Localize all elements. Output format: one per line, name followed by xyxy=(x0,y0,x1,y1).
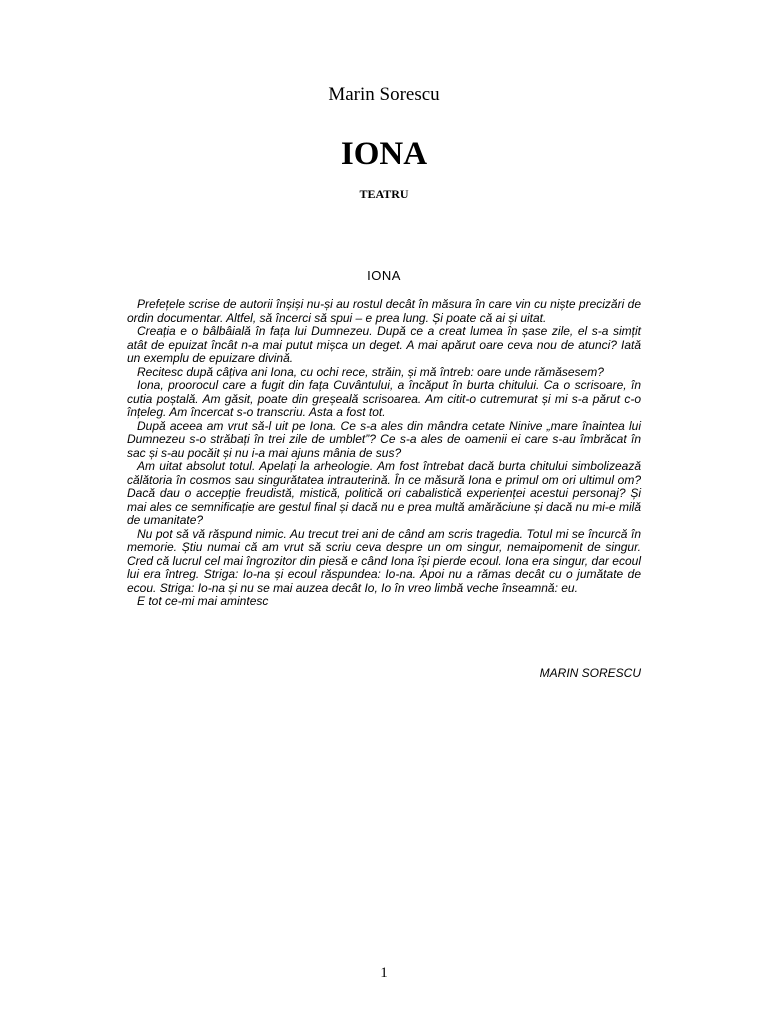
preface-paragraph: Am uitat absolut totul. Apelați la arheologie. Am fost întrebat dacă burta chitului simbolizează călătoria în cosmos sau singurătatea intrauterină. În ce măsură Iona e primul om ori ultimul om? Dacă dau o accepție freudistă, mistică, politică ori cabalistică experienței acestui personaj? Și mai ales ce semnificație are gestul final și dacă nu e prea multă amărăciune și dacă nu mi-e milă de umanitate? xyxy=(127,459,641,527)
preface-paragraph: E tot ce-mi mai amintesc xyxy=(137,594,269,608)
preface-paragraph: Prefețele scrise de autorii înșiși nu-și au rostul decât în măsura în care vin cu niște precizări de ordin documentar. Altfel, să încerci să spui – e prea lung. Și poate că ai și uitat. xyxy=(127,297,641,325)
page-number: 1 xyxy=(380,965,388,981)
page-subtitle: TEATRU xyxy=(359,187,409,201)
page-title: IONA xyxy=(340,136,428,172)
preface-paragraph: După aceea am vrut să-l uit pe Iona. Ce s-a ales din mândra cetate Ninive „mare înaintea lui Dumnezeu s-o străbați în trei zile de umblet”? Ce s-a ales de oamenii ei care s-au îmbrăcat în sac și s-au pocăit și nu i-a mai ajuns mânia de sus? xyxy=(127,418,641,460)
author-name: Marin Sorescu xyxy=(328,84,440,105)
preface-text xyxy=(127,298,641,609)
section-heading: IONA xyxy=(367,268,401,283)
signature: MARIN SORESCU xyxy=(539,666,641,680)
preface-paragraph: Creația e o bâlbâială în fața lui Dumnezeu. După ce a creat lumea în șase zile, el s-a simțit atât de epuizat încât n-a mai putut mișca un deget. A mai apărut oare ceva nou de atunci? Iată un exemplu de epuizare divină. xyxy=(127,324,641,365)
preface-paragraph: Nu pot să vă răspund nimic. Au trecut trei ani de când am scris tragedia. Totul mi se încurcă în memorie. Știu numai că am vrut să scriu ceva despre un om singur, nemaipomenit de singur. Cred că lucrul cel mai îngrozitor din piesă e când Iona își pierde ecoul. Iona era singur, dar ecoul lui era întreg. Striga: Io-na și ecoul răspundea: Io-na. Apoi nu a rămas decât cu o jumătate de ecou. Striga: Io-na și nu se mai auzea decât Io, Io în vreo limbă veche înseamnă: eu. xyxy=(127,526,641,595)
preface-paragraph: Iona, proorocul care a fugit din fața Cuvântului, a încăput în burta chitului. Ca o scrisoare, în cutia poștală. Am găsit, poate din greșeală scrisoarea. Am citit-o cutremurat și mi s-a părut c-o înțeleg. Am încercat s-o transcriu. Asta a fost tot. xyxy=(127,378,641,419)
preface-paragraph: Recitesc după câțiva ani Iona, cu ochi rece, străin, și mă întreb: oare unde rămăsesem? xyxy=(137,364,604,379)
